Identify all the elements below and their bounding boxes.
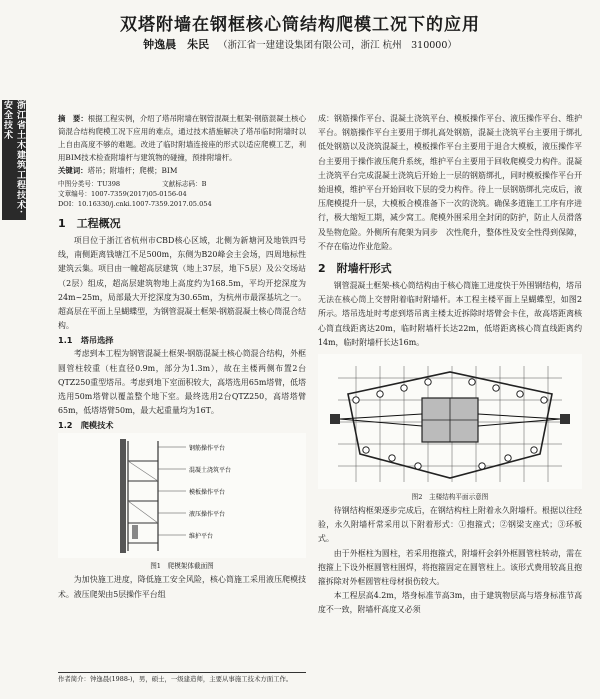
figure-1-label: 模板操作平台 (189, 489, 226, 497)
climbing-formwork-paragraph: 为加快施工进度，降低施工安全风险，核心筒施工采用液压爬模技术。液压爬架由5层操作平台组 (58, 575, 306, 599)
figure-1-label: 钢筋操作平台 (189, 445, 226, 453)
figure-1-caption: 图1 爬模架体截面图 (150, 562, 214, 571)
journal-section-tab (2, 100, 26, 220)
keywords-label: 关键词： (58, 166, 88, 175)
paper-title: 双塔附墙在钢框核心筒结构爬模工况下的应用 (120, 15, 480, 35)
author-names: 钟逸晨 朱民 (143, 38, 210, 51)
figure-1-drawing (58, 433, 306, 558)
section-1-paragraph: 项目位于浙江省杭州市CBD核心区域，北侧为新塘河及地铁四号线，南侧距离钱塘江不足500m，东侧为B20峰会主会场，四周地标性建筑云集。项目由一幢超高层建筑（地上37层，地下5层）及公交场站（2层）组成，超高层建筑物地上高度约为168.5m，平均开挖深度为24m~25m，局部最大开挖深度为30.65m，为杭州市最深基坑之一。超高层在平面上呈蝴蝶型，为钢管混凝土框架-钢筋混凝土核心筒混合结构。 (58, 236, 306, 331)
article-number: 文章编号：1007-7359(2017)05-0156-04 (58, 190, 187, 198)
doi: DOI：10.16330/j.cnki.1007-7359.2017.05.054 (58, 200, 212, 208)
permanent-tie-paragraph: 待钢结构框架逐步完成后，在钢结构柱上附着永久附墙杆。根据以往经验，永久附墙杆常采用以下附着形式：①抱箍式；②钢梁支座式；③环板式。 (318, 506, 582, 544)
wall-tie-paragraph: 钢管混凝土框架-核心筒结构由于核心筒施工进度快于外围钢结构，塔吊无法在核心筒上交替附着临时附墙杆。本工程主楼平面上呈蝴蝶型，如图2所示。塔吊选址时考虑到塔吊离主楼太近拆除时塔臂会卡住，故高塔距离核心筒直线距离达20m，临时附墙杆长达22m，低塔距离核心筒直线距离约14m，临时附墙杆长达16m。 (318, 281, 582, 347)
abstract (58, 112, 306, 177)
figure-2-drawing (318, 354, 582, 489)
author-footnote: 作者简介：钟逸晨(1988-)，男，硕士，一级建造师，主要从事施工技术方面工作。 (58, 672, 306, 684)
journal-section-label: 浙江省土木建筑工程技术·安全技术 (2, 100, 25, 215)
figure-1-label: 混凝土浇筑平台 (189, 467, 232, 475)
core-wall (120, 439, 126, 553)
keywords: 塔吊；附墙杆；爬模；BIM (87, 166, 178, 175)
tower-crane-east (560, 414, 570, 424)
formwork-platform-paragraph: 成：钢筋操作平台、混凝土浇筑平台、模板操作平台、液压操作平台、维护平台。钢筋操作平台主要用于绑扎高处钢筋，混凝土浇筑平台主要用于绑扎低处钢筋以及浇筑混凝土，模板操作平台主要用于退合大模板，液压操作平台主要用于操作液压爬升系统，维护平台主要用于回收爬模受力构件。混凝土浇筑平台完成混凝土浇筑后开始上一层的钢筋绑扎，同时模板操作平台开始退模，维护平台开始回收下层的受力构件。待上一层钢筋绑扎完成后，液压爬模提升一层，大模板合模准备下一次的浇筑。确保多道施工工序有序进行，极大缩短工期，减少窝工。爬模外围采用全封闭的防护，防止人员滑落及坠物危险。外侧所有爬架为同步 次性爬升，整体性及安全性得到保障，不存在临边作业危险。 (318, 114, 582, 251)
abstract-text: 根据工程实例，介绍了塔吊附墙在钢管混凝土框架-钢筋混凝土核心筒混合结构爬模工况下应用的难点，通过技术措施解决了塔吊临时附墙时以上自由高度不够的难题。改进了临时附墙连接座的形式以适应爬模工艺，利用BIM技术检查附墙杆与建筑物的碰撞，预排附墙杆。 (58, 114, 306, 162)
floor-height-paragraph: 本工程层高4.2m，塔身标准节高3m，由于建筑物层高与塔身标准节高度不一致，附墙杆高度又必须 (318, 591, 582, 615)
article-metadata (58, 179, 306, 209)
hoop-type-paragraph: 由于外框柱为圆柱，若采用抱箍式，附墙杆会斜外框圆管柱转动，需在抱箍上下设外框圆管柱围焊，将抱箍固定在圆管柱上。该形式费用较高且抱箍拆除对外框圆管柱母材损伤较大。 (318, 548, 582, 587)
subsection-1-2-heading: 1.2 爬模技术 (58, 420, 114, 431)
author-line (0, 36, 600, 52)
subsection-1-1-heading: 1.1 塔吊选择 (58, 335, 114, 346)
left-column (58, 112, 306, 602)
right-column (318, 112, 582, 618)
section-1-heading: 1 工程概况 (58, 217, 121, 230)
tower-crane-west (330, 414, 340, 424)
figure-2-caption: 图2 主楼结构平面示意图 (411, 493, 489, 502)
document-code: 文献标志码：B (162, 180, 207, 188)
figure-1-label: 维护平台 (189, 533, 214, 541)
figure-1-climbing-formwork-section (58, 433, 306, 558)
author-affiliation: （浙江省一建建设集团有限公司，浙江 杭州 310000） (218, 40, 457, 51)
abstract-label: 摘 要： (58, 114, 88, 123)
crane-selection-paragraph: 考虑到本工程为钢管混凝土框架-钢筋混凝土核心筒混合结构，外框圆管柱较重（柱直径0.9m，部分为1.3m），故在主楼两侧布置2台QTZ250重型塔吊。考虑到地下室面积较大，高塔选用65m塔臂，低塔选用50m塔臂以覆盖整个地下室。最终选用2台QTZ250，高塔塔臂65m，低塔塔臂50m，最大起重量均为16T。 (58, 349, 306, 416)
section-2-heading: 2 附墙杆形式 (318, 262, 392, 276)
clc-number: 中图分类号：TU398 (58, 180, 121, 188)
figure-1-label: 液压操作平台 (189, 511, 226, 519)
figure-2-structure-plan (318, 354, 582, 489)
